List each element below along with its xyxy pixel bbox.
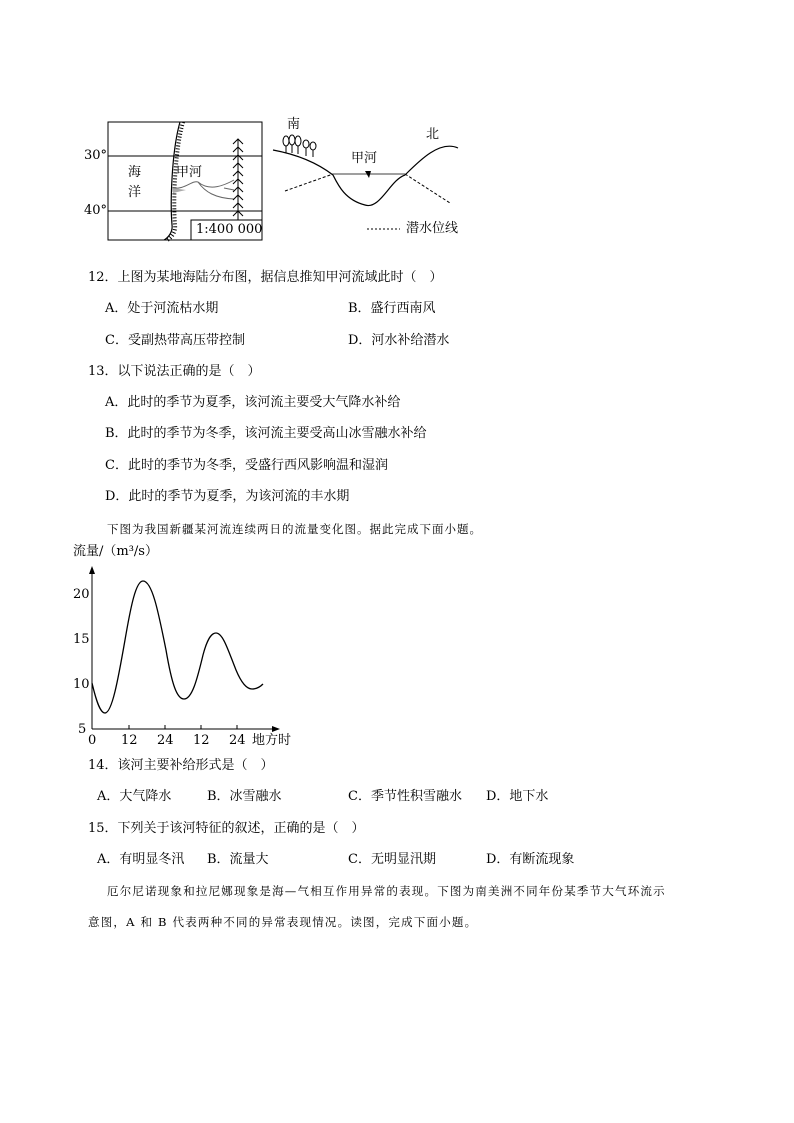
y-axis-arrow <box>89 566 95 574</box>
question-14-stem: 14．该河主要补给形式是（ ） <box>88 758 274 773</box>
ocean-label: 洋 <box>128 185 142 200</box>
x-tick-label: 12 <box>121 733 138 748</box>
ocean-label: 海 <box>128 165 142 180</box>
q14-option-d[interactable]: D．地下水 <box>486 789 549 804</box>
question-12-stem: 12．上图为某地海陆分布图，据信息推知甲河流域此时（ ） <box>88 270 443 285</box>
intro-text: 下图为我国新疆某河流连续两日的流量变化图。据此完成下面小题。 <box>107 522 482 536</box>
x-tick-label: 0 <box>88 733 97 748</box>
q12-option-c[interactable]: C．受副热带高压带控制 <box>105 333 245 348</box>
q13-option-d[interactable]: D．此时的季节为夏季，为该河流的丰水期 <box>105 489 350 504</box>
q13-option-b[interactable]: B．此时的季节为冬季，该河流主要受高山冰雪融水补给 <box>105 426 427 441</box>
q15-option-c[interactable]: C．无明显汛期 <box>348 852 436 867</box>
scale-label: 1:400 000 <box>196 222 263 237</box>
river-label: 甲河 <box>176 165 203 180</box>
legend-label: 潜水位线 <box>406 221 459 236</box>
latitude-label-40: 40° <box>84 203 108 218</box>
y-tick-label: 20 <box>73 587 90 602</box>
latitude-label-30: 30° <box>84 148 108 163</box>
intro-paragraph-line: 厄尔尼诺现象和拉尼娜现象是海—气相互作用异常的表现。下图为南美洲不同年份某季节大气环流示 <box>107 884 666 898</box>
q14-option-a[interactable]: A．大气降水 <box>97 789 172 804</box>
question-15-stem: 15．下列关于该河特征的叙述，正确的是（ ） <box>88 821 365 836</box>
q15-option-a[interactable]: A．有明显冬汛 <box>97 852 185 867</box>
flow-curve <box>92 581 263 713</box>
south-label: 南 <box>287 117 301 132</box>
x-tick-label: 24 <box>229 733 246 748</box>
q14-option-b[interactable]: B．冰雪融水 <box>207 789 282 804</box>
question-13-stem: 13．以下说法正确的是（ ） <box>88 364 261 379</box>
y-tick-label: 5 <box>78 722 87 737</box>
q13-option-a[interactable]: A．此时的季节为夏季，该河流主要受大气降水补给 <box>105 395 401 410</box>
y-tick-label: 15 <box>73 632 90 647</box>
q12-option-d[interactable]: D．河水补给潜水 <box>348 333 450 348</box>
x-ticks <box>129 725 237 729</box>
north-label: 北 <box>426 127 440 142</box>
q15-option-b[interactable]: B．流量大 <box>207 852 269 867</box>
q13-option-c[interactable]: C．此时的季节为冬季，受盛行西风影响温和湿润 <box>105 458 388 473</box>
q14-option-c[interactable]: C．季节性积雪融水 <box>348 789 462 804</box>
intro-paragraph-line: 意图，A 和 B 代表两种不同的异常表现情况。读图，完成下面小题。 <box>88 915 478 929</box>
chart-y-label: 流量/（m³/s） <box>73 544 158 559</box>
x-tick-label: 12 <box>193 733 210 748</box>
q12-option-b[interactable]: B．盛行西南风 <box>348 301 436 316</box>
q12-option-a[interactable]: A．处于河流枯水期 <box>105 301 219 316</box>
q15-option-d[interactable]: D．有断流现象 <box>486 852 575 867</box>
y-tick-label: 10 <box>73 677 90 692</box>
x-axis-label: 地方时 <box>252 733 292 748</box>
x-axis-arrow <box>272 726 280 732</box>
river-label-section: 甲河 <box>351 151 378 166</box>
x-tick-label: 24 <box>157 733 174 748</box>
